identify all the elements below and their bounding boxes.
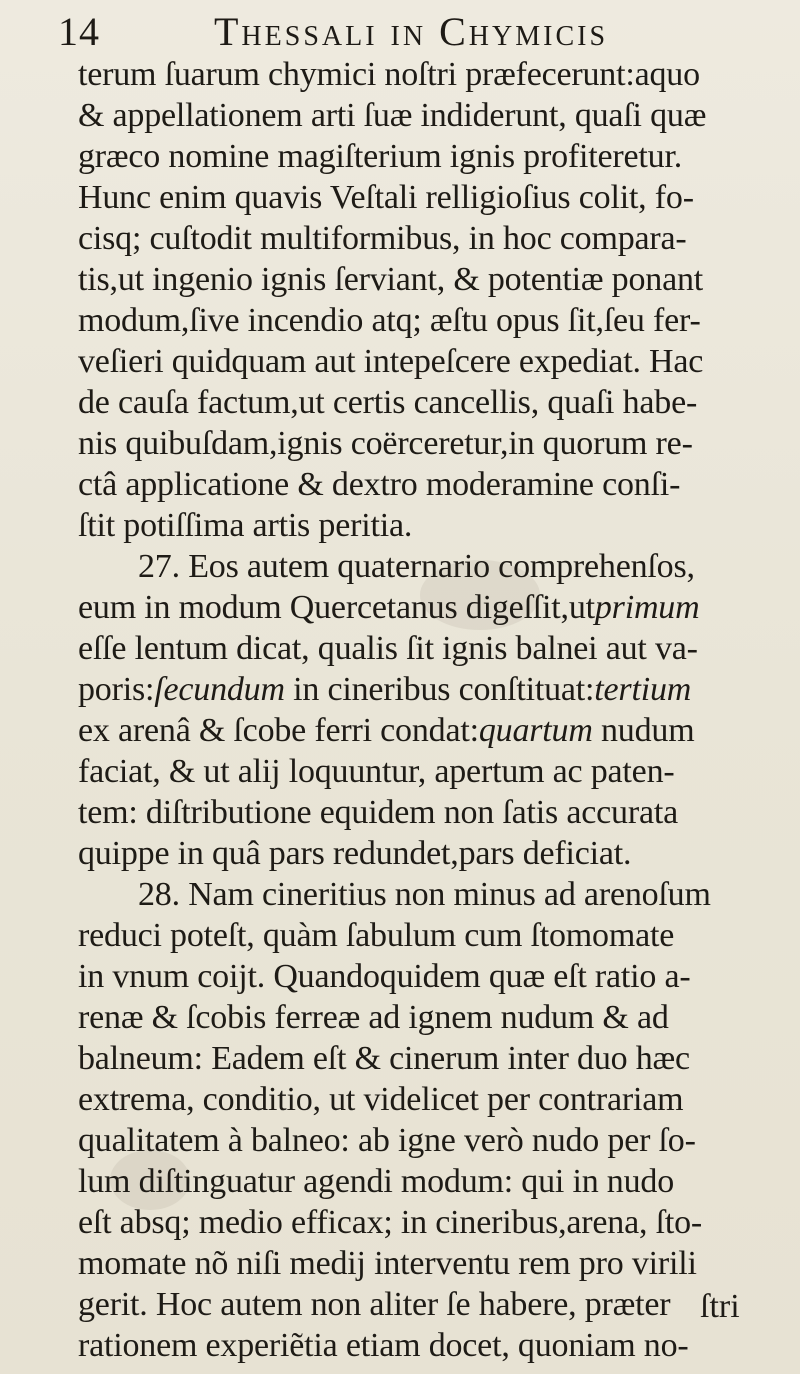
text-line — [78, 546, 768, 587]
line-text: rationem experiẽtia etiam docet, quoniam no- — [78, 1327, 689, 1364]
line-text: cisq; cuſtodit multiformibus, in hoc compara- — [78, 220, 687, 257]
text-line — [78, 1202, 768, 1243]
text-line — [78, 177, 768, 218]
text-line — [78, 423, 768, 464]
text-line — [78, 1284, 768, 1325]
italic-word: primum — [594, 589, 700, 626]
text-line — [78, 341, 768, 382]
line-text: tis,ut ingenio ignis ſerviant, & potentiæ ponant — [78, 261, 704, 298]
text-line — [78, 1161, 768, 1202]
text-line — [78, 792, 768, 833]
text-line — [78, 1120, 768, 1161]
running-head: Thessali in Chymicis — [214, 9, 609, 54]
line-text: ſtit potiſſima artis peritia. — [78, 507, 413, 544]
line-text: veſieri quidquam aut intepeſcere expediat. Hac — [78, 343, 704, 380]
text-line — [78, 505, 768, 546]
text-line — [78, 464, 768, 505]
text-line — [78, 1325, 768, 1366]
text-line — [78, 669, 768, 710]
text-line — [78, 1038, 768, 1079]
line-text: 27. Eos autem quaternario comprehenſos, — [138, 548, 695, 585]
line-text: terum ſuarum chymici noſtri præfecerunt:aquo — [78, 56, 700, 93]
text-line — [78, 956, 768, 997]
latin-text-body — [78, 54, 768, 1366]
line-text: in vnum coijt. Quandoquidem quæ eſt ratio a- — [78, 958, 691, 995]
line-text: faciat, & ut alij loquuntur, apertum ac paten- — [78, 753, 675, 790]
line-text: reduci poteſt, quàm ſabulum cum ſtomomate — [78, 917, 675, 954]
line-text: quippe in quâ pars redundet,pars deficiat. — [78, 835, 632, 872]
line-text: eum in modum Quercetanus digeſſit,ut — [78, 589, 595, 626]
line-text: qualitatem à balneo: ab igne verò nudo per ſo- — [78, 1122, 696, 1159]
line-text: lum diſtinguatur agendi modum: qui in nudo — [78, 1163, 674, 1200]
line-text: balneum: Eadem eſt & cinerum inter duo hæc — [78, 1040, 690, 1077]
text-line — [78, 1243, 768, 1284]
line-text: eſſe lentum dicat, qualis ſit ignis balnei aut va- — [78, 630, 698, 667]
catchword: ſtri — [700, 1288, 740, 1325]
italic-word: quartum — [478, 712, 593, 749]
line-text-continued: in cineribus conſtituat: — [284, 671, 595, 708]
text-line — [78, 710, 768, 751]
line-text: poris: — [78, 671, 155, 708]
line-text: nis quibuſdam,ignis coërceretur,in quorum re- — [78, 425, 693, 462]
line-text: Hunc enim quavis Veſtali relligioſius colit, fo- — [78, 179, 694, 216]
text-line — [78, 628, 768, 669]
line-text: gerit. Hoc autem non aliter ſe habere, præter — [78, 1286, 671, 1323]
line-text: modum,ſive incendio atq; æſtu opus ſit,ſeu fer- — [78, 302, 701, 339]
text-line — [78, 136, 768, 177]
text-line — [78, 218, 768, 259]
page-number: 14 — [58, 9, 100, 54]
text-line — [78, 382, 768, 423]
text-line — [78, 751, 768, 792]
line-text: græco nomine magiſterium ignis profiteretur. — [78, 138, 683, 175]
line-text-continued: nudum — [592, 712, 695, 749]
text-line — [78, 300, 768, 341]
italic-word: ſecundum — [154, 671, 285, 708]
text-line — [78, 95, 768, 136]
line-text: extrema, conditio, ut videlicet per contrariam — [78, 1081, 684, 1118]
line-text: de cauſa factum,ut certis cancellis, quaſi habe- — [78, 384, 698, 421]
text-line — [78, 915, 768, 956]
text-line — [78, 587, 768, 628]
line-text: tem: diſtributione equidem non ſatis accurata — [78, 794, 678, 831]
line-text: renæ & ſcobis ferreæ ad ignem nudum & ad — [78, 999, 669, 1036]
text-line — [78, 1079, 768, 1120]
line-text: ctâ applicatione & dextro moderamine conſi- — [78, 466, 681, 503]
line-text: 28. Nam cineritius non minus ad arenoſum — [138, 876, 711, 913]
line-text: momate nõ niſi medij interventu rem pro virili — [78, 1245, 697, 1282]
text-line — [78, 259, 768, 300]
line-text: ex arenâ & ſcobe ferri condat: — [78, 712, 479, 749]
text-line — [78, 54, 768, 95]
italic-word: tertium — [594, 671, 692, 708]
line-text: eſt absq; medio efficax; in cineribus,arena, ſto- — [78, 1204, 703, 1241]
text-line — [78, 997, 768, 1038]
text-line — [78, 833, 768, 874]
text-line — [78, 874, 768, 915]
line-text: & appellationem arti ſuæ indiderunt, quaſi quæ — [78, 97, 707, 134]
